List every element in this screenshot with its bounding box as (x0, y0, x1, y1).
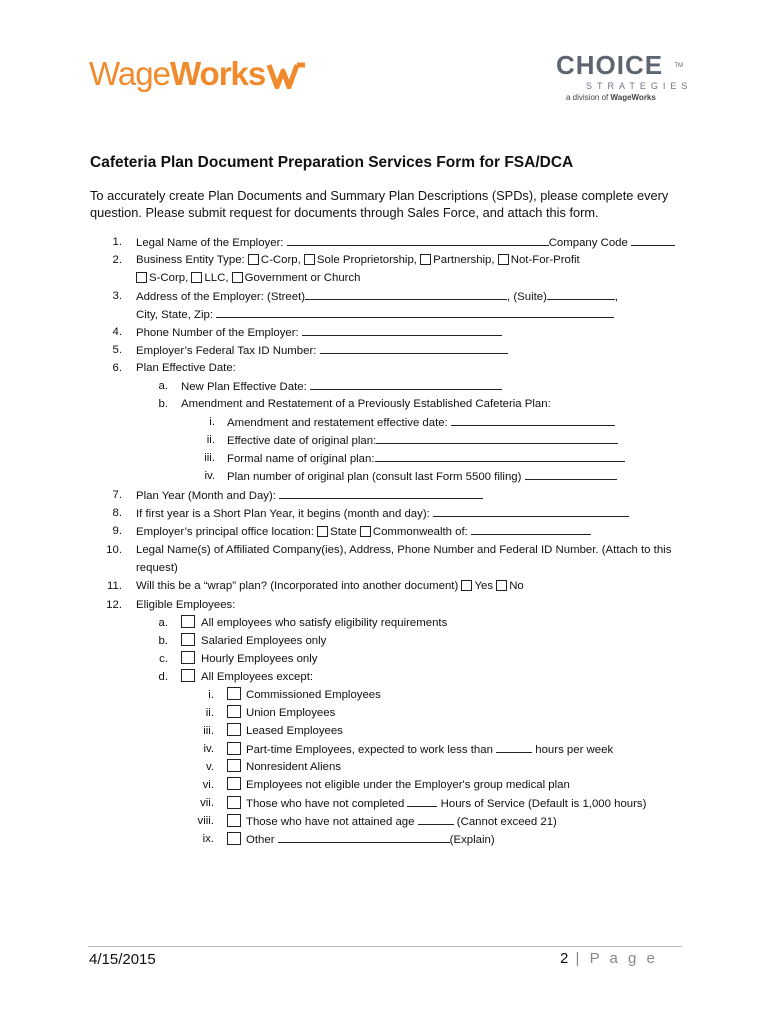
original-name-field[interactable] (375, 450, 625, 462)
eligible-hourly-checkbox[interactable] (181, 651, 195, 664)
except-option (227, 723, 343, 739)
item-original-date (227, 432, 618, 448)
city-label: City, State, Zip: (136, 309, 214, 321)
item-number: 10. (106, 544, 122, 556)
option-label: All Employees except: (201, 671, 314, 683)
item-city (136, 306, 614, 322)
item-number: viii. (197, 815, 214, 827)
item-label: Employer’s principal office location: (136, 526, 314, 538)
item-wrap-plan (136, 578, 524, 594)
not-for-profit-checkbox[interactable] (498, 254, 509, 265)
option-label: Those who have not completed (246, 798, 405, 810)
item-entity-type-cont (136, 270, 361, 286)
footer-date: 4/15/2015 (89, 951, 156, 968)
item-number: ix. (202, 833, 214, 845)
item-number: c. (159, 653, 168, 665)
comma-text: , (614, 291, 619, 303)
item-eligible: Eligible Employees: (136, 599, 236, 611)
item-amend-date (227, 414, 615, 430)
logo-works-text: Works (169, 55, 266, 92)
other-checkbox[interactable] (227, 832, 241, 845)
eligible-option-d (181, 669, 313, 685)
hours-of-service-field[interactable] (407, 795, 437, 807)
item-label: Legal Name of the Employer: (136, 237, 284, 249)
partnership-checkbox[interactable] (420, 254, 431, 265)
except-option (227, 795, 646, 811)
division-text: a division of (566, 93, 609, 102)
option-label: Partnership, (433, 254, 495, 266)
part-time-checkbox[interactable] (227, 742, 241, 755)
option-label: Government or Church (244, 272, 361, 284)
item-number: v. (205, 761, 214, 773)
eligible-all-checkbox[interactable] (181, 615, 195, 628)
option-label: Commissioned Employees (246, 689, 381, 701)
item-original-name (227, 450, 625, 466)
eligible-option-a (181, 615, 447, 631)
item-label: Business Entity Type: (136, 254, 245, 266)
option-label: All employees who satisfy eligibility requirements (201, 617, 448, 629)
page-number: 2 (560, 950, 569, 967)
wrap-no-checkbox[interactable] (496, 580, 507, 591)
item-label: Employer’s Federal Tax ID Number: (136, 345, 317, 357)
item-number: 4. (112, 326, 122, 338)
option-label: Employees not eligible under the Employer's group medical plan (246, 779, 570, 791)
option-label: State (330, 526, 357, 538)
item-address (136, 288, 618, 304)
option-label: Sole Proprietorship, (316, 254, 417, 266)
option-label: Leased Employees (246, 725, 343, 737)
except-option (227, 759, 341, 775)
item-label: Effective date of original plan: (227, 435, 377, 447)
choice-wordmark (556, 52, 686, 78)
phone-field[interactable] (302, 324, 502, 336)
trademark-text: TM (674, 63, 683, 69)
item-number: a. (158, 380, 168, 392)
wageworks-mark-icon (267, 61, 307, 89)
item-number: iv. (204, 470, 215, 482)
employer-name-field[interactable] (287, 234, 549, 246)
item-tax-id (136, 342, 508, 358)
age-field[interactable] (418, 813, 454, 825)
hours-of-service-checkbox[interactable] (227, 796, 241, 809)
suite-label: , (Suite) (507, 291, 547, 303)
eligible-option-b (181, 633, 326, 649)
suite-field[interactable] (547, 288, 615, 300)
option-label: Salaried Employees only (201, 635, 327, 647)
item-number: iii. (203, 725, 214, 737)
option-label: Those who have not attained age (246, 816, 415, 828)
item-number: 11. (107, 580, 122, 592)
eligible-except-checkbox[interactable] (181, 669, 195, 682)
tax-id-field[interactable] (320, 342, 508, 354)
item-new-plan-date (181, 378, 502, 394)
item-amendment: Amendment and Restatement of a Previously Established Cafeteria Plan: (181, 398, 551, 410)
except-option (227, 741, 613, 757)
division-brand-text: WageWorks (610, 93, 656, 102)
option-label: No (509, 580, 524, 592)
commonwealth-field[interactable] (471, 523, 591, 535)
option-tail: Hours of Service (Default is 1,000 hours) (440, 798, 647, 810)
item-number: vii. (200, 797, 214, 809)
item-label: Address of the Employer: (Street) (136, 291, 306, 303)
street-field[interactable] (305, 288, 507, 300)
item-label: Formal name of original plan: (227, 453, 375, 465)
item-number: d. (158, 671, 168, 683)
item-number: ii. (205, 707, 214, 719)
option-label: LLC, (204, 272, 229, 284)
short-plan-year-field[interactable] (433, 505, 629, 517)
item-employer-name (136, 234, 675, 250)
government-church-checkbox[interactable] (232, 272, 243, 283)
item-label: Phone Number of the Employer: (136, 327, 299, 339)
option-label: Nonresident Aliens (246, 761, 341, 773)
choice-text: CHOICE (556, 50, 664, 80)
item-plan-year (136, 487, 483, 503)
option-label: Other (246, 834, 275, 846)
city-state-zip-field[interactable] (216, 306, 614, 318)
s-corp-checkbox[interactable] (136, 272, 147, 283)
company-code-label: Company Code (548, 237, 628, 249)
item-effective-date: Plan Effective Date: (136, 362, 236, 374)
state-checkbox[interactable] (317, 526, 328, 537)
item-number: 3. (112, 290, 122, 302)
item-label: Plan Year (Month and Day): (136, 490, 276, 502)
item-number: 6. (112, 362, 122, 374)
item-number: b. (158, 398, 168, 410)
llc-checkbox[interactable] (191, 272, 202, 283)
item-label: Will this be a “wrap” plan? (Incorporated into another document) (136, 580, 459, 592)
union-checkbox[interactable] (227, 705, 241, 718)
option-label: S-Corp, (149, 272, 189, 284)
item-number: vi. (202, 779, 214, 791)
c-corp-checkbox[interactable] (248, 254, 259, 265)
item-number: iv. (203, 743, 214, 755)
item-phone (136, 324, 502, 340)
option-tail: (Explain) (449, 834, 495, 846)
eligible-salaried-checkbox[interactable] (181, 633, 195, 646)
option-label: Union Employees (246, 707, 336, 719)
part-time-hours-field[interactable] (496, 741, 532, 753)
logo-wage-text: Wage (89, 55, 170, 92)
item-number: a. (158, 617, 168, 629)
item-number: 9. (112, 525, 122, 537)
other-explain-field[interactable] (278, 831, 450, 843)
footer-divider (88, 946, 682, 947)
except-option (227, 705, 335, 721)
option-label: Part-time Employees, expected to work less than (246, 744, 493, 756)
choice-strategies-logo (556, 50, 693, 102)
except-option (227, 831, 495, 847)
option-tail: (Cannot exceed 21) (456, 816, 557, 828)
page-word: P a g e (589, 950, 658, 967)
option-label: Commonwealth of: (372, 526, 468, 538)
option-label: Not-For-Profit (510, 254, 580, 266)
item-number: i. (209, 416, 215, 428)
item-label: New Plan Effective Date: (181, 381, 307, 393)
item-label: If first year is a Short Plan Year, it begins (month and day): (136, 508, 430, 520)
item-number: ii. (206, 434, 215, 446)
except-option (227, 777, 570, 793)
page-separator: | (568, 950, 590, 967)
item-affiliated-cont: request) (136, 562, 178, 574)
item-number: 12. (106, 599, 122, 611)
item-number: 1. (112, 236, 122, 248)
commissioned-checkbox[interactable] (227, 687, 241, 700)
item-number: 2. (112, 254, 122, 266)
company-code-field[interactable] (631, 234, 675, 246)
item-short-plan-year (136, 505, 629, 521)
option-tail: hours per week (535, 744, 614, 756)
footer-page-number (560, 950, 658, 967)
item-entity-type (136, 252, 580, 268)
except-option (227, 687, 381, 703)
intro-paragraph: To accurately create Plan Documents and Summary Plan Descriptions (SPDs), please complete every question. Please submit request for documents through Sales Force, and attach this form. (90, 188, 669, 220)
item-office-location (136, 523, 591, 539)
option-label: Hourly Employees only (201, 653, 318, 665)
item-number: b. (158, 635, 168, 647)
item-number: 8. (112, 507, 122, 519)
except-option (227, 813, 557, 829)
strategies-text: STRATEGIES (586, 81, 693, 91)
division-line (566, 93, 686, 102)
original-date-field[interactable] (376, 432, 618, 444)
nonresident-checkbox[interactable] (227, 759, 241, 772)
item-number: 5. (112, 344, 122, 356)
item-number: 7. (112, 489, 122, 501)
plan-number-field[interactable] (525, 468, 617, 480)
eligible-option-c (181, 651, 318, 667)
plan-year-field[interactable] (279, 487, 483, 499)
option-label: C-Corp, (260, 254, 301, 266)
option-label: Yes (474, 580, 494, 592)
sole-proprietorship-checkbox[interactable] (304, 254, 315, 265)
leased-checkbox[interactable] (227, 723, 241, 736)
wageworks-logo (89, 55, 307, 93)
commonwealth-checkbox[interactable] (360, 526, 371, 537)
wrap-yes-checkbox[interactable] (461, 580, 472, 591)
item-label: Plan number of original plan (consult last Form 5500 filing) (227, 471, 522, 483)
age-checkbox[interactable] (227, 814, 241, 827)
item-affiliated: Legal Name(s) of Affiliated Company(ies), Address, Phone Number and Federal ID Number. (Attach to this (136, 544, 672, 556)
new-plan-date-field[interactable] (310, 378, 502, 390)
page-title: Cafeteria Plan Document Preparation Services Form for FSA/DCA (90, 154, 574, 171)
amend-date-field[interactable] (451, 414, 615, 426)
item-label: Amendment and restatement effective date: (227, 417, 448, 429)
not-eligible-medical-checkbox[interactable] (227, 777, 241, 790)
item-number: i. (208, 689, 214, 701)
item-number: iii. (204, 452, 215, 464)
item-plan-number (227, 468, 617, 484)
